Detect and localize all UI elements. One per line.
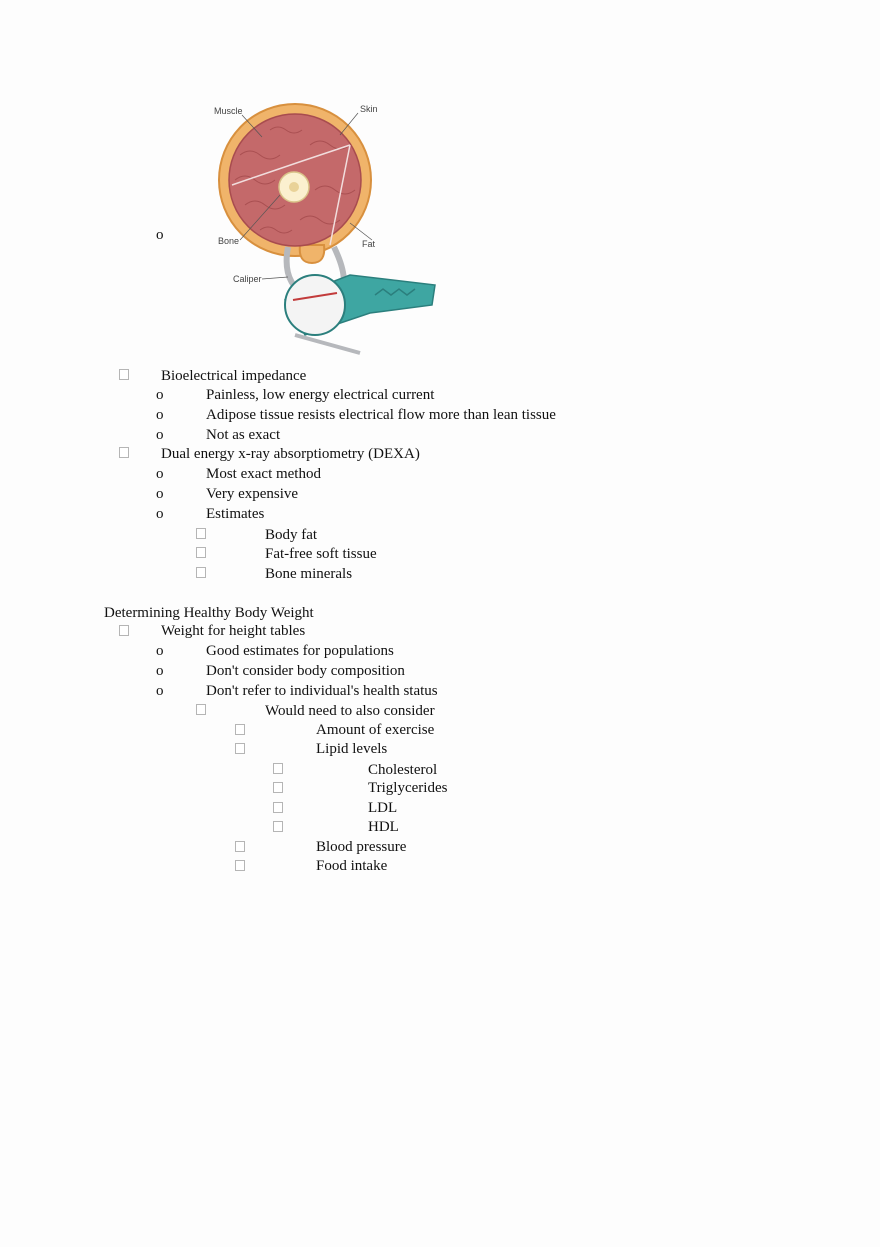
list-item: Food intake [316,858,388,874]
bullet-box-icon [196,567,206,578]
bullet-box-icon [273,782,283,793]
list-item: Cholesterol [368,762,438,778]
list-item: Lipid levels [316,741,388,757]
section-heading: Determining Healthy Body Weight [104,605,314,621]
list-item: Bone minerals [265,566,353,582]
list-item: LDL [368,800,398,816]
list-item: Don't consider body composition [206,663,405,679]
bullet-box-icon [119,625,129,636]
bullet-o: o [156,683,164,699]
bullet-box-icon [196,547,206,558]
list-item: Body fat [265,527,318,543]
bullet-o: o [156,506,164,522]
bullet-box-icon [235,743,245,754]
bullet-o: o [156,663,164,679]
bullet-box-icon [273,802,283,813]
bullet-box-icon [273,763,283,774]
list-item: Triglycerides [368,780,448,796]
list-item: Amount of exercise [316,722,435,738]
bullet-box-icon [119,447,129,458]
list-item-dexa: Dual energy x-ray absorptiometry (DEXA) [161,446,420,462]
bullet-o: o [156,407,164,423]
bone-marrow [289,182,299,192]
caliper-label: Caliper [233,274,262,284]
bullet-box-icon [196,704,206,715]
figure-bullet: o [156,227,164,243]
list-item-tables: Weight for height tables [161,623,306,639]
bullet-box-icon [196,528,206,539]
bone-label: Bone [218,236,240,246]
skinfold-caliper-figure [200,95,450,360]
list-item: Good estimates for populations [206,643,394,659]
bullet-o: o [156,643,164,659]
bullet-box-icon [273,821,283,832]
bullet-box-icon [235,724,245,735]
list-item: Most exact method [206,466,321,482]
bullet-box-icon [119,369,129,380]
bullet-o: o [156,387,164,403]
fat-label: Fat [362,239,376,249]
bullet-o: o [156,427,164,443]
list-item: Adipose tissue resists electrical flow more than lean tissue [206,407,556,423]
caliper-dial [285,275,345,335]
bullet-o: o [156,466,164,482]
list-item: Would need to also consider [265,703,435,719]
skin-label: Skin [360,104,378,114]
list-item: Blood pressure [316,839,407,855]
list-item: Don't refer to individual's health status [206,683,438,699]
list-item: Fat-free soft tissue [265,546,377,562]
bullet-box-icon [235,860,245,871]
list-item: Estimates [206,506,265,522]
bullet-box-icon [235,841,245,852]
skin-fold [300,245,325,263]
list-item: Not as exact [206,427,281,443]
bullet-o: o [156,486,164,502]
list-item: HDL [368,819,399,835]
list-item: Painless, low energy electrical current [206,387,435,403]
list-item-bioelectrical: Bioelectrical impedance [161,368,307,384]
muscle-label: Muscle [214,106,243,116]
list-item: Very expensive [206,486,299,502]
